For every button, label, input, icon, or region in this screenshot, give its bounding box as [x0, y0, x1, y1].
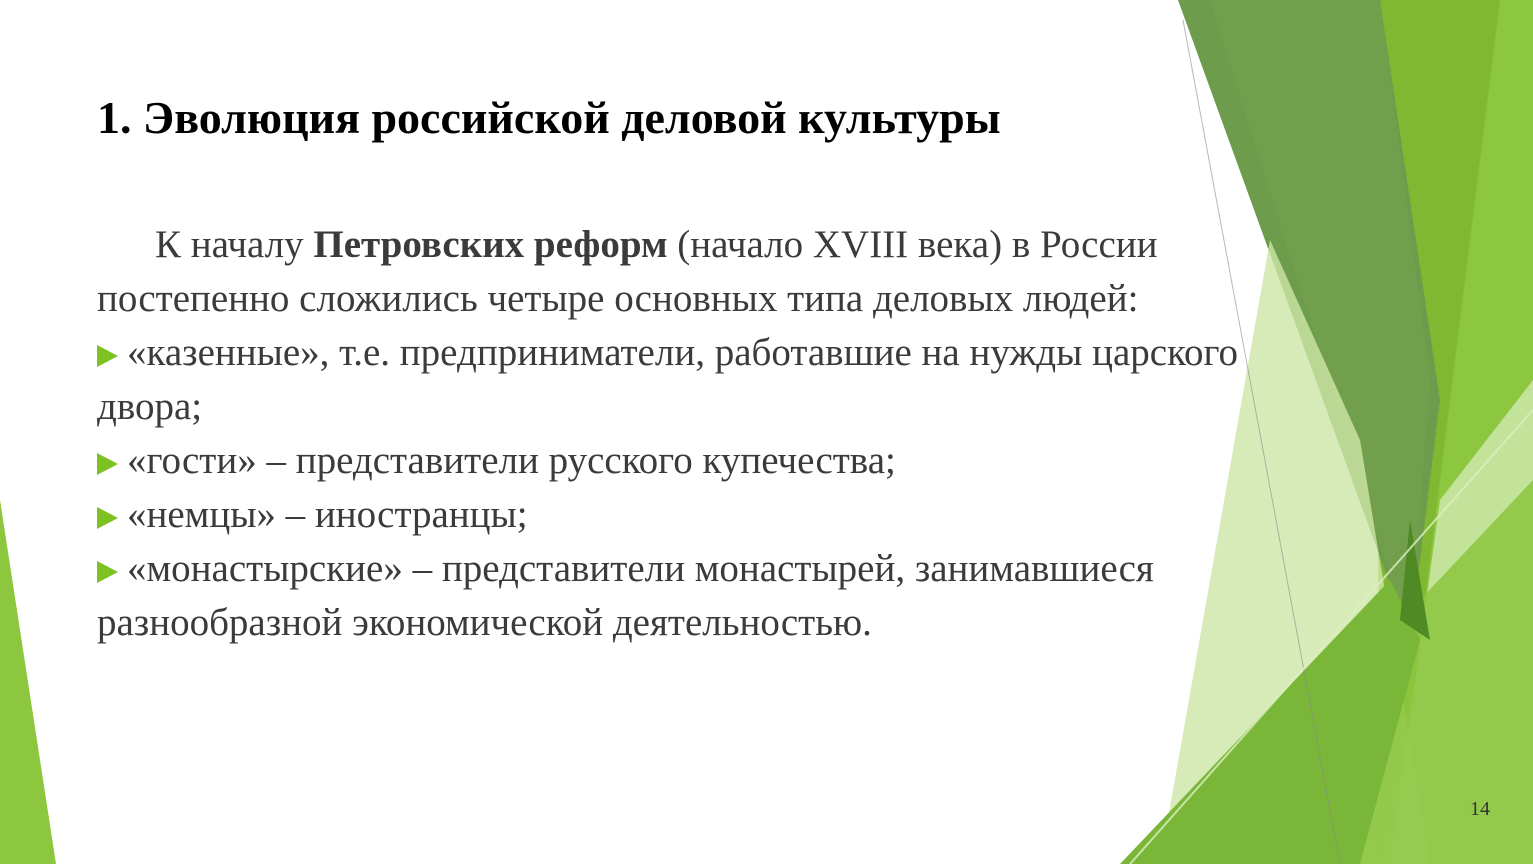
list-item-text: «гости» – представители русского купечества;: [127, 439, 896, 482]
green-triangle-bullet-icon: [97, 453, 118, 475]
intro-rest: (начало XVIII века) в России постепенно сложились четыре основных типа деловых людей:: [97, 223, 1158, 320]
page-number: 14: [1470, 798, 1490, 820]
slide-title: 1. Эволюция российской деловой культуры: [97, 92, 1001, 143]
deco-shape-left-sliver: [0, 500, 56, 864]
intro-lead: К началу: [155, 223, 304, 266]
green-triangle-bullet-icon: [97, 345, 118, 367]
list-item-text: «казенные», т.е. предприниматели, работавшие на нужды царского двора;: [97, 331, 1239, 428]
intro-bold-term: Петровских реформ: [313, 223, 668, 266]
list-item: [97, 542, 1257, 650]
green-triangle-bullet-icon: [97, 507, 118, 529]
slide-body: [97, 218, 1257, 650]
intro-paragraph: [97, 218, 1257, 326]
list-item-text: «немцы» – иностранцы;: [127, 493, 528, 536]
list-item: [97, 326, 1257, 434]
green-triangle-bullet-icon: [97, 561, 118, 583]
list-item: [97, 488, 1257, 542]
list-item: [97, 434, 1257, 488]
list-item-text: «монастырские» – представители монастырей, занимавшиеся разнообразной экономической деятельностью.: [97, 547, 1154, 644]
